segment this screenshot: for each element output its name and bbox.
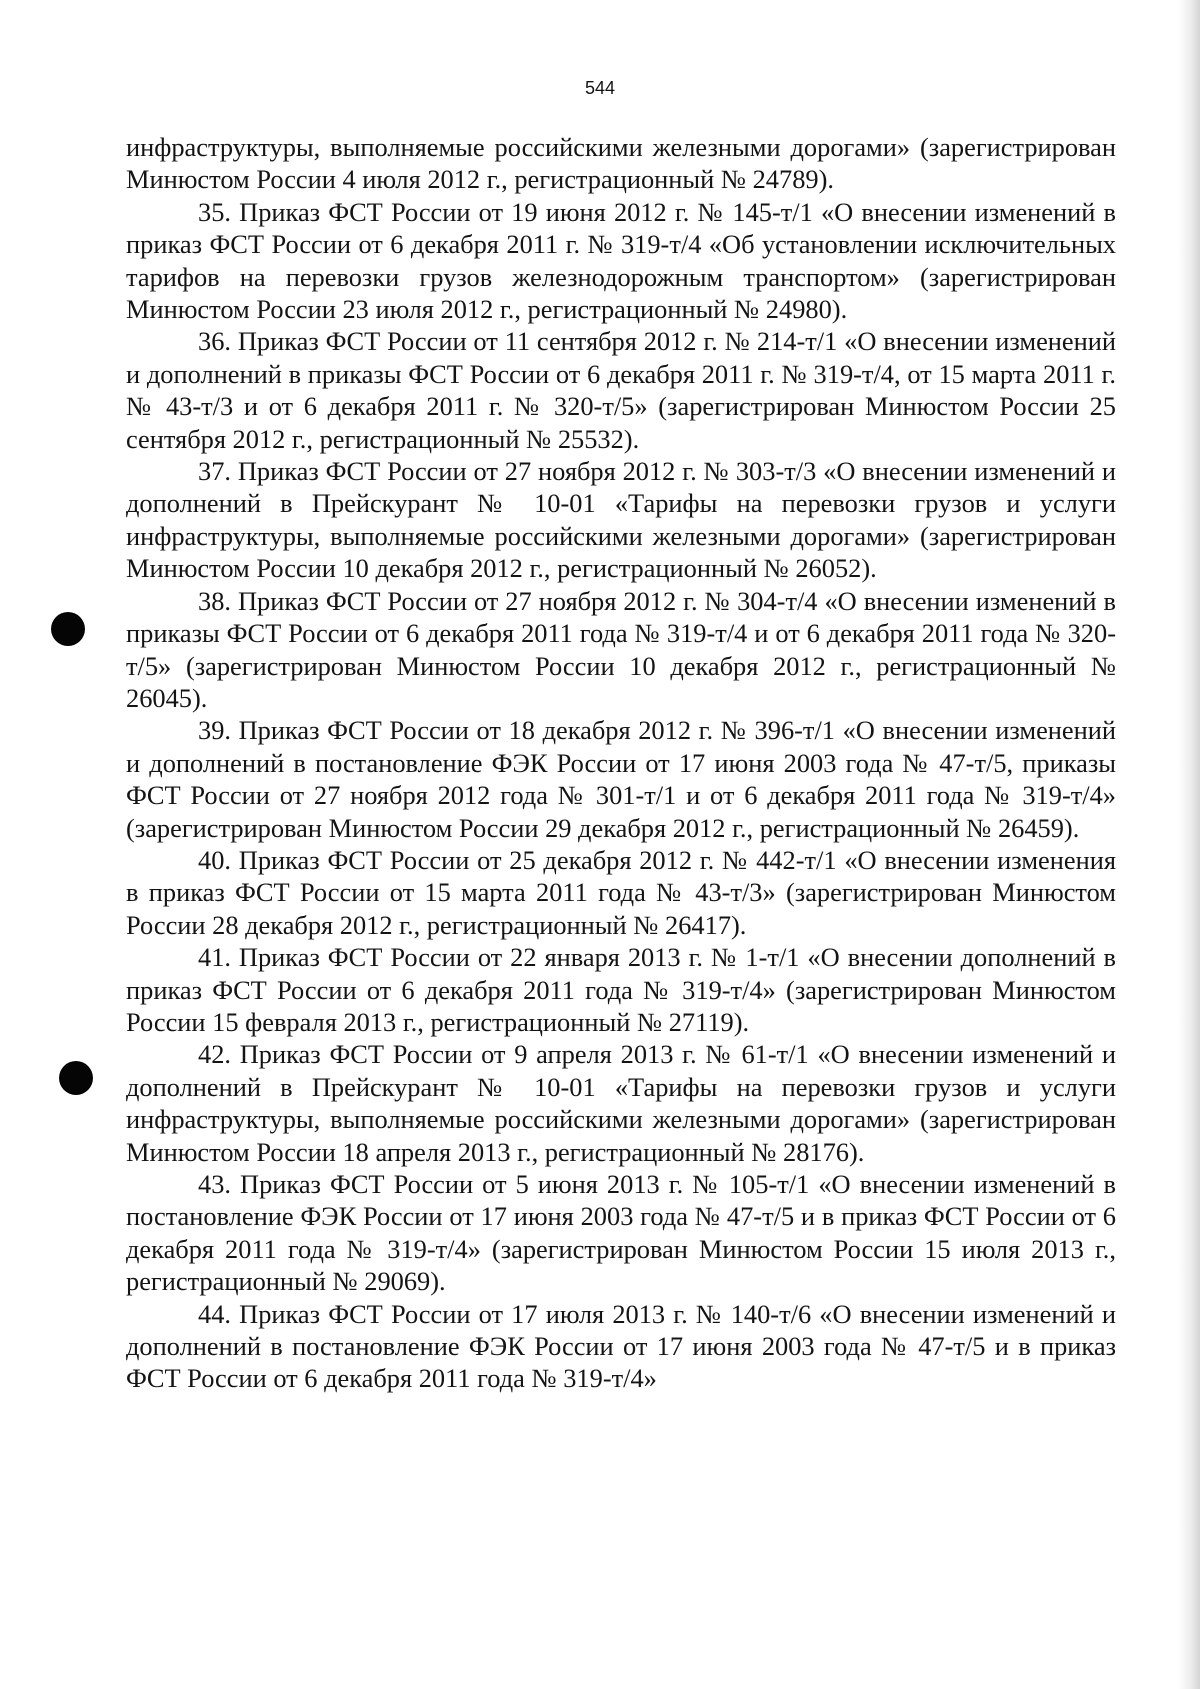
list-item-39: 39. Приказ ФСТ России от 18 декабря 2012 г. № 396-т/1 «О внесении изменений и дополнений в постановление ФЭК России от 17 июня 2003 года № 47-т/5, приказы ФСТ России от 27 ноября 2012 года № 301-т/1 и от 6 декабря 2011 года № 319-т/4» (зарегистрирован Минюстом России 29 декабря 2012 г., регистрационный № 26459). [126,715,1116,843]
paragraph-continuation: инфраструктуры, выполняемые российскими железными дорогами» (зарегистрирован Минюстом России 4 июля 2012 г., регистрационный № 24789). [126,132,1116,195]
page-number: 544 [584,78,616,98]
list-item-36: 36. Приказ ФСТ России от 11 сентября 2012 г. № 214-т/1 «О внесении изменений и дополнений в приказы ФСТ России от 6 декабря 2011 г. № 319-т/4, от 15 марта 2011 г. № 43-т/3 и от 6 декабря 2011 г. № 320-т/5» (зарегистрирован Минюстом России 25 сентября 2012 г., регистрационный № 25532). [126,326,1116,454]
list-item-37: 37. Приказ ФСТ России от 27 ноября 2012 г. № 303-т/3 «О внесении изменений и дополнений в Прейскурант № 10-01 «Тарифы на перевозки грузов и услуги инфраструктуры, выполняемые российскими железными дорогами» (зарегистрирован Минюстом России 10 декабря 2012 г., регистрационный № 26052). [126,456,1116,584]
scan-edge-shadow [1178,0,1200,1689]
list-item-35: 35. Приказ ФСТ России от 19 июня 2012 г. № 145-т/1 «О внесении изменений в приказ ФСТ России от 6 декабря 2011 г. № 319-т/4 «Об установлении исключительных тарифов на перевозки грузов железнодорожным транспортом» (зарегистрирован Минюстом России 23 июля 2012 г., регистрационный № 24980). [126,196,1116,325]
list-item-44: 44. Приказ ФСТ России от 17 июля 2013 г. № 140-т/6 «О внесении изменений и дополнений в постановление ФЭК России от 17 июня 2003 года № 47-т/5 и в приказ ФСТ России от 6 декабря 2011 года № 319-т/4» [126,1298,1116,1394]
punch-hole-mark [51,612,85,646]
punch-hole-mark [59,1061,93,1095]
list-item-41: 41. Приказ ФСТ России от 22 января 2013 г. № 1-т/1 «О внесении дополнений в приказ ФСТ России от 6 декабря 2011 года № 319-т/4» (зарегистрирован Минюстом России 15 февраля 2013 г., регистрационный № 27119). [126,942,1116,1037]
list-item-38: 38. Приказ ФСТ России от 27 ноября 2012 г. № 304-т/4 «О внесении изменений в приказы ФСТ России от 6 декабря 2011 года № 319-т/4 и от 6 декабря 2011 года № 320-т/5» (зарегистрирован Минюстом России 10 декабря 2012 г., регистрационный № 26045). [126,585,1116,713]
list-item-43: 43. Приказ ФСТ России от 5 июня 2013 г. № 105-т/1 «О внесении изменений в постановление ФЭК России от 17 июня 2003 года № 47-т/5 и в приказ ФСТ России от 6 декабря 2011 года № 319-т/4» (зарегистрирован Минюстом России 15 июля 2013 г., регистрационный № 29069). [126,1169,1116,1297]
list-item-42: 42. Приказ ФСТ России от 9 апреля 2013 г. № 61-т/1 «О внесении изменений и дополнений в Прейскурант № 10-01 «Тарифы на перевозки грузов и услуги инфраструктуры, выполняемые российскими железными дорогами» (зарегистрирован Минюстом России 18 апреля 2013 г., регистрационный № 28176). [126,1039,1116,1167]
document-body [126,131,1116,1395]
list-item-40: 40. Приказ ФСТ России от 25 декабря 2012 г. № 442-т/1 «О внесении изменения в приказ ФСТ России от 15 марта 2011 года № 43-т/3» (зарегистрирован Минюстом России 28 декабря 2012 г., регистрационный № 26417). [126,844,1116,940]
